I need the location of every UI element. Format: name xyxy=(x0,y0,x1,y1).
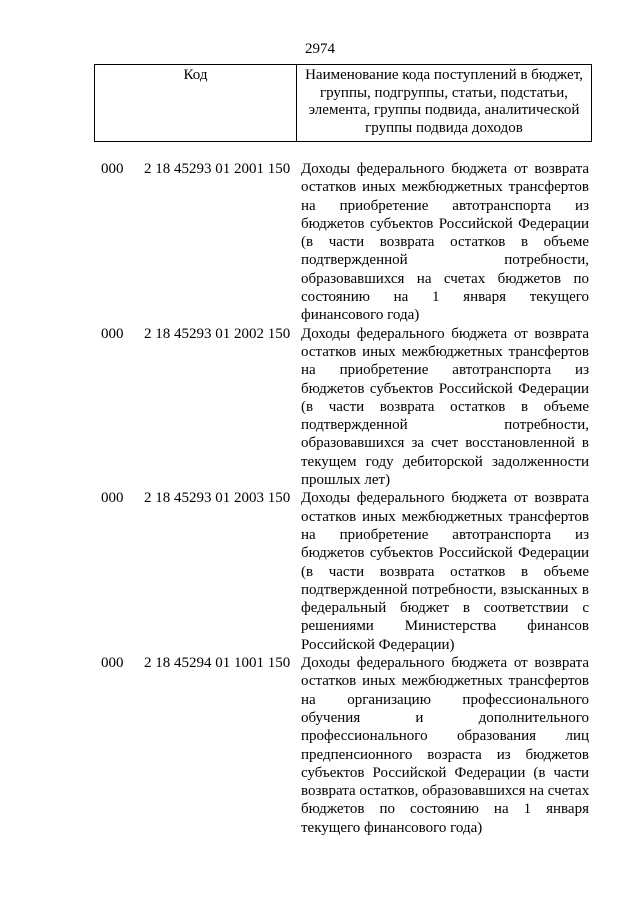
budget-code: 2 18 45293 01 2002 150 xyxy=(144,325,291,342)
description-line: остатков иных межбюджетных трансфертов xyxy=(301,343,589,360)
description-line: на организацию профессионального xyxy=(301,691,589,708)
header-name-line: группы, подгруппы, статьи, подстатьи, xyxy=(319,84,569,101)
entry-description xyxy=(301,325,589,490)
description-line: подтвержденной потребности, взысканных в xyxy=(301,581,589,598)
header-name-line: группы подвида доходов xyxy=(365,119,523,136)
description-line: федеральный бюджет в соответствии с xyxy=(301,600,589,617)
description-line: Доходы федерального бюджета от возврата xyxy=(301,161,589,177)
description-line: текущего финансового года) xyxy=(301,819,483,836)
description-line: подтвержденной потребности, xyxy=(301,252,589,269)
description-line: решениями Министерства финансов xyxy=(301,618,589,635)
description-line: на приобретение автотранспорта из xyxy=(301,362,589,379)
description-line: остатков иных межбюджетных трансфертов xyxy=(301,508,589,525)
budget-code: 2 18 45294 01 1001 150 xyxy=(144,655,291,672)
description-line: (в части возврата остатков в объеме xyxy=(301,234,589,251)
admin-code: 000 xyxy=(101,161,124,177)
entries-list xyxy=(0,160,640,837)
description-line: субъектов Российской Федерации (в части xyxy=(301,764,589,781)
description-line: бюджетов субъектов Российской Федерации xyxy=(301,215,589,232)
description-line: Доходы федерального бюджета от возврата xyxy=(301,490,589,507)
entry-row xyxy=(0,160,640,325)
header-name-cell xyxy=(297,65,592,142)
description-line: прошлых лет) xyxy=(301,472,391,489)
entry-row xyxy=(0,325,640,490)
description-line: Доходы федерального бюджета от возврата xyxy=(301,325,589,342)
description-line: (в части возврата остатков в объеме xyxy=(301,398,589,415)
description-line: остатков иных межбюджетных трансфертов xyxy=(301,673,589,690)
description-line: Доходы федерального бюджета от возврата xyxy=(301,655,589,672)
description-line: профессионального образования лиц xyxy=(301,728,589,745)
description-line: возврата остатков, образовавшихся на счетах xyxy=(301,783,590,800)
header-name-line: элемента, группы подвида, аналитической xyxy=(308,102,580,118)
entry-description xyxy=(301,489,589,654)
description-line: предпенсионного возраста из бюджетов xyxy=(301,746,589,763)
description-line: остатков иных межбюджетных трансфертов xyxy=(301,179,589,196)
budget-code: 2 18 45293 01 2003 150 xyxy=(144,490,291,507)
description-line: образовавшихся за счет восстановленной в xyxy=(301,435,589,452)
entry-description xyxy=(301,160,589,325)
description-line: бюджетов субъектов Российской Федерации xyxy=(301,545,589,562)
description-line: подтвержденной потребности, xyxy=(301,417,589,434)
admin-code: 000 xyxy=(101,325,124,342)
description-line: Российской Федерации) xyxy=(301,636,455,653)
description-line: бюджетов по состоянию на 1 января xyxy=(301,801,589,818)
description-line: финансового года) xyxy=(301,307,420,324)
description-line: текущем году дебиторской задолженности xyxy=(301,453,589,470)
entry-description xyxy=(301,654,589,837)
header-row xyxy=(95,65,592,142)
page-number: 2974 xyxy=(305,41,335,57)
description-line: образовавшихся на счетах бюджетов по xyxy=(301,270,589,287)
entry-row xyxy=(0,489,640,654)
header-name-line: Наименование кода поступлений в бюджет, xyxy=(305,67,583,83)
description-line: (в части возврата остатков в объеме xyxy=(301,563,589,580)
description-line: на приобретение автотранспорта из xyxy=(301,197,589,214)
description-line: обучения и дополнительного xyxy=(301,709,589,726)
description-line: бюджетов субъектов Российской Федерации xyxy=(301,380,589,397)
description-line: на приобретение автотранспорта из xyxy=(301,526,589,543)
entry-row xyxy=(0,654,640,837)
admin-code: 000 xyxy=(101,490,124,507)
budget-code: 2 18 45293 01 2001 150 xyxy=(144,161,291,177)
header-table xyxy=(94,64,592,142)
admin-code: 000 xyxy=(101,655,124,672)
description-line: состоянию на 1 января текущего xyxy=(301,289,589,306)
header-code-cell: Код xyxy=(95,65,297,142)
